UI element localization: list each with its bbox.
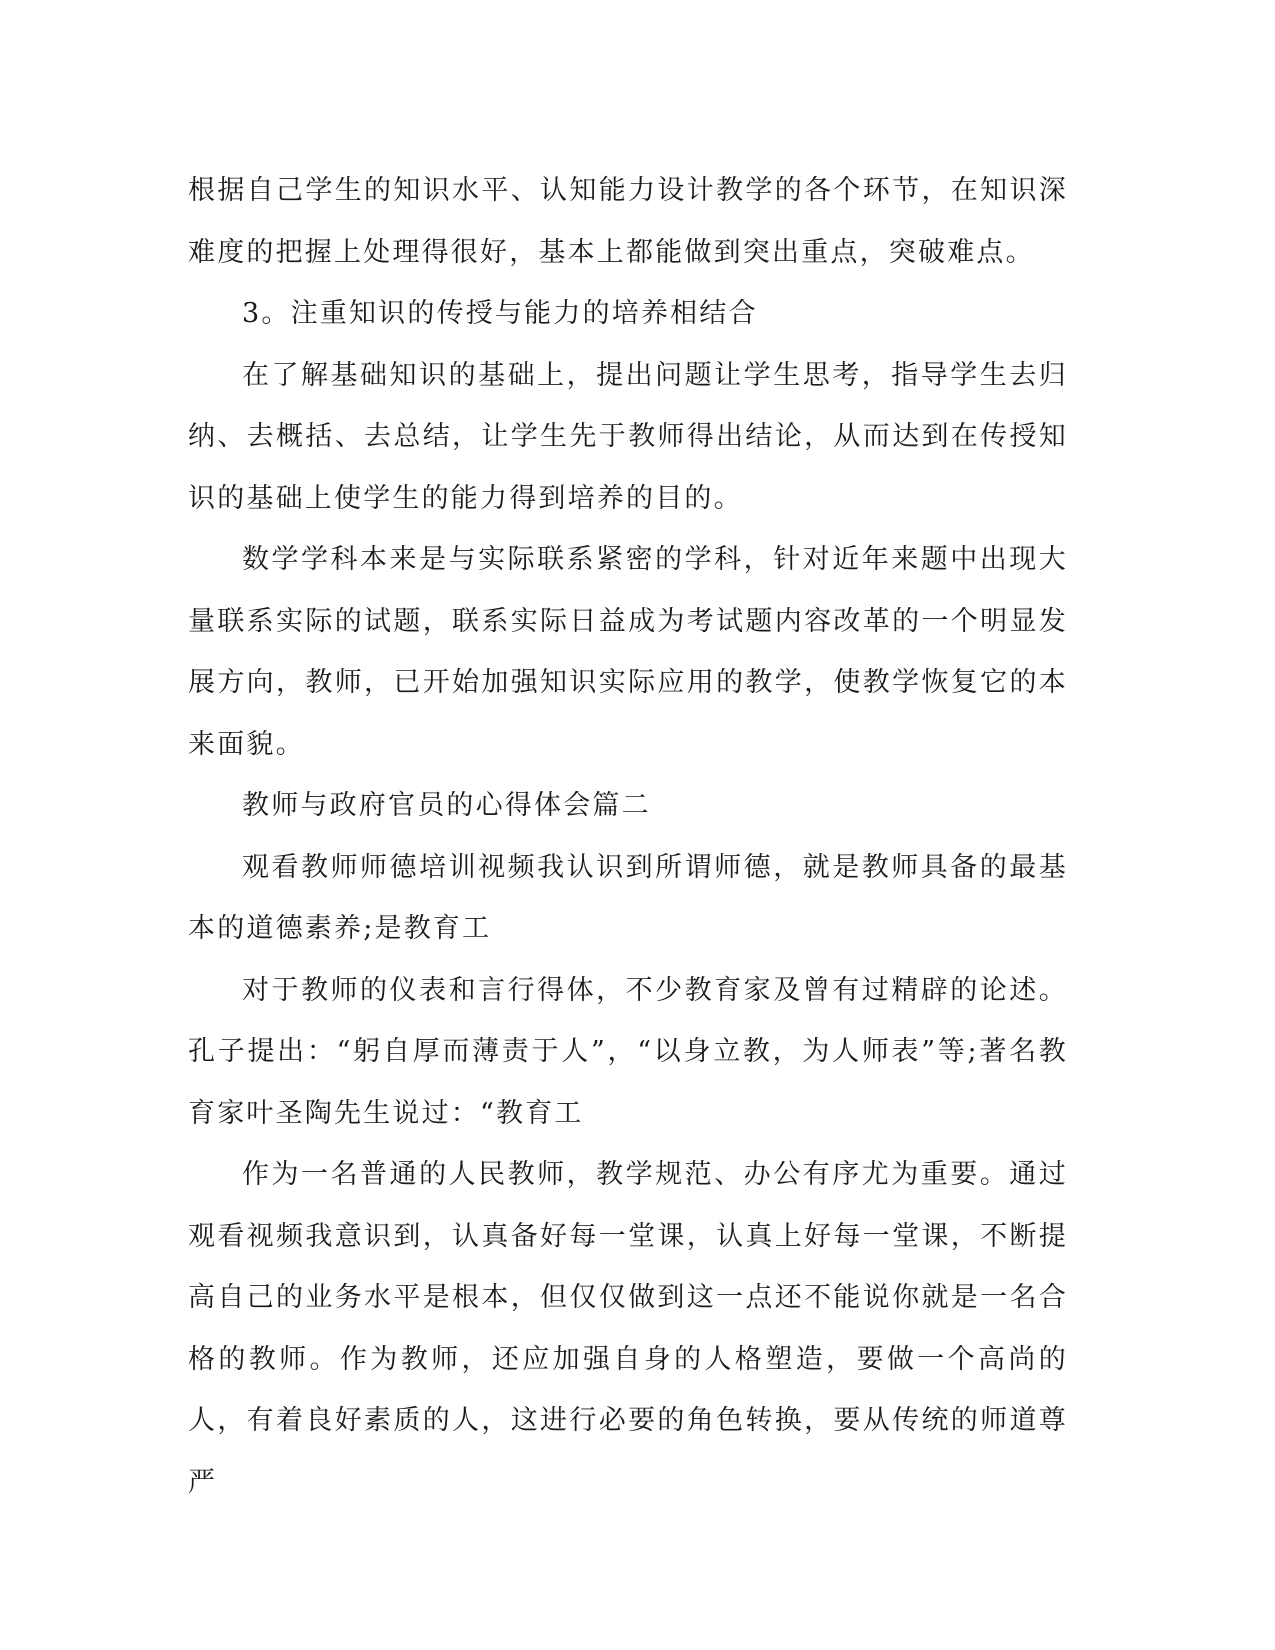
paragraph: 在了解基础知识的基础上，提出问题让学生思考，指导学生去归纳、去概括、去总结，让学生先于教师得出结论，从而达到在传授知识的基础上使学生的能力得到培养的目的。 [188, 359, 1068, 514]
section-heading-3: 3。注重知识的传授与能力的培养相结合 [242, 298, 758, 329]
document-body [188, 160, 1068, 1513]
section-title: 教师与政府官员的心得体会篇二 [242, 790, 651, 821]
paragraph-continuation: 根据自己学生的知识水平、认知能力设计教学的各个环节，在知识深难度的把握上处理得很好，基本上都能做到突出重点，突破难点。 [188, 175, 1068, 268]
paragraph: 观看教师师德培训视频我认识到所谓师德，就是教师具备的最基本的道德素养;是教育工 [188, 851, 1068, 944]
paragraph: 数学学科本来是与实际联系紧密的学科，针对近年来题中出现大量联系实际的试题，联系实际日益成为考试题内容改革的一个明显发展方向，教师，已开始加强知识实际应用的教学，使教学恢复它的本来面貌。 [188, 544, 1068, 760]
paragraph: 对于教师的仪表和言行得体，不少教育家及曾有过精辟的论述。孔子提出：“躬自厚而薄责于人”，“以身立教，为人师表”等;著名教育家叶圣陶先生说过：“教育工 [188, 974, 1068, 1129]
paragraph: 作为一名普通的人民教师，教学规范、办公有序尤为重要。通过观看视频我意识到，认真备好每一堂课，认真上好每一堂课，不断提高自己的业务水平是根本，但仅仅做到这一点还不能说你就是一名合格的教师。作为教师，还应加强自身的人格塑造，要做一个高尚的人，有着良好素质的人，这进行必要的角色转换，要从传统的师道尊严 [188, 1159, 1068, 1498]
